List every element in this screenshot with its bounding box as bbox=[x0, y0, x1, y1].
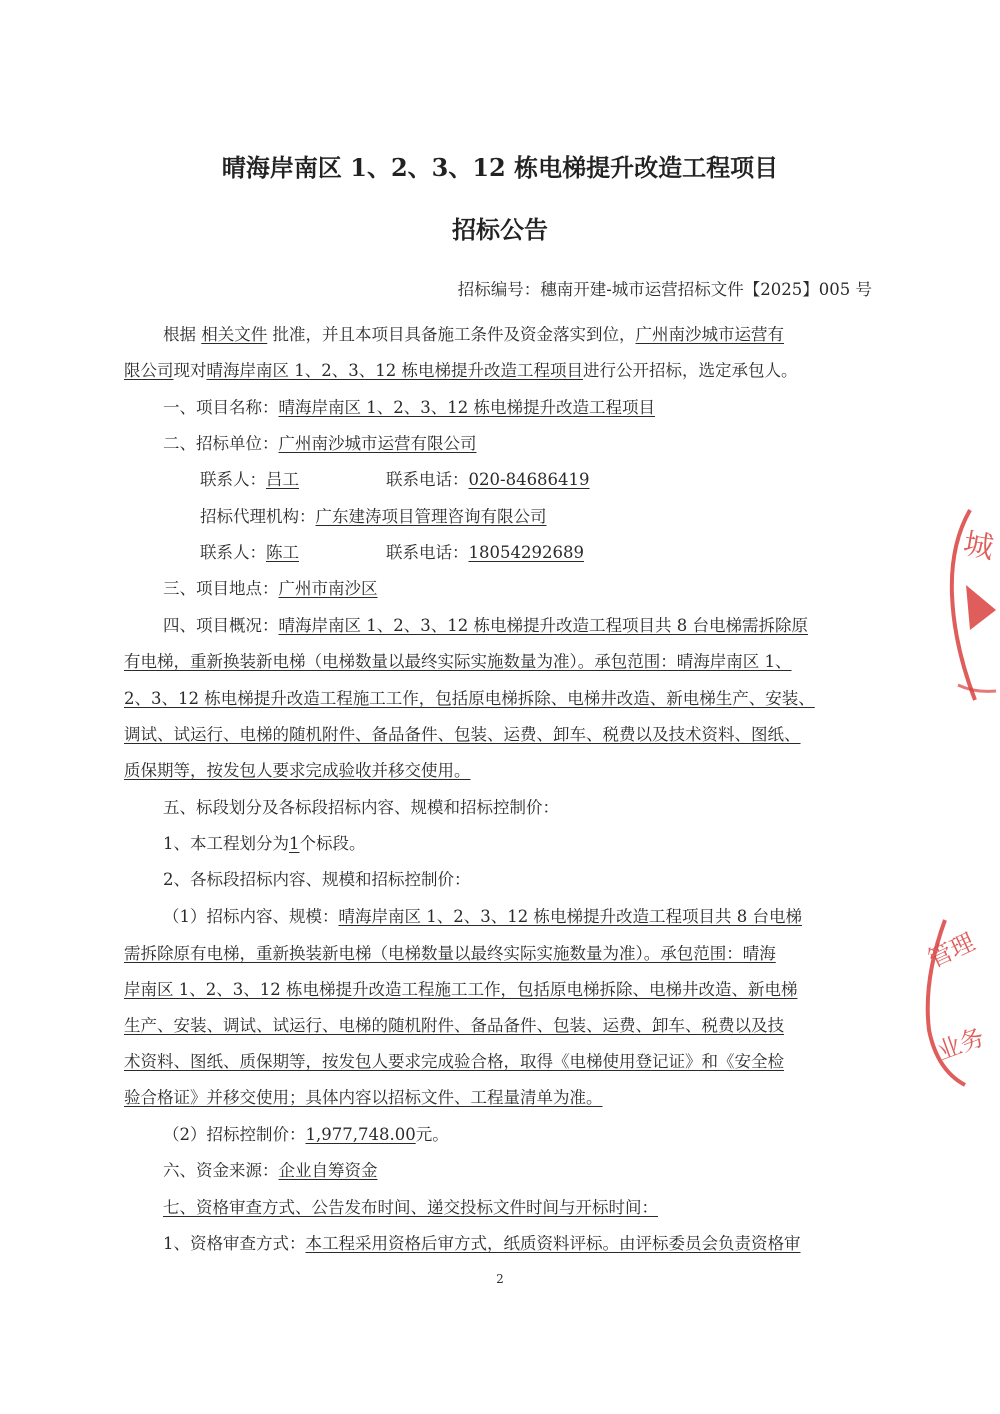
lots-text: 个标段。 bbox=[299, 834, 366, 853]
project-name: 晴海岸南区 1、2、3、12 栋电梯提升改造工程项目 bbox=[206, 361, 583, 380]
contact-label: 联系人： bbox=[200, 470, 266, 489]
scope-line-1 bbox=[163, 906, 802, 928]
scope-line-5: 术资料、图纸、质保期等，按发包人要求完成验合格，取得《电梯使用登记证》和《安全检 bbox=[124, 1052, 784, 1071]
intro-text: 根据 bbox=[163, 325, 196, 344]
lots-text: 1、本工程划分为 bbox=[163, 834, 289, 853]
intro-line-1 bbox=[163, 324, 784, 346]
company-name-cont: 限公司 bbox=[124, 361, 174, 380]
section-tenderer bbox=[163, 433, 477, 455]
scope-line-3: 岸南区 1、2、3、12 栋电梯提升改造工程施工工作，包括原电梯拆除、电梯井改造、新电梯 bbox=[124, 980, 798, 999]
phone-number: 18054292689 bbox=[468, 543, 584, 562]
section-lots-heading: 五、标段划分及各标段招标内容、规模和招标控制价： bbox=[163, 798, 559, 817]
phone-label: 联系电话： bbox=[386, 470, 469, 489]
section-value: 企业自筹资金 bbox=[278, 1161, 378, 1180]
agency-phone bbox=[386, 542, 584, 564]
agency bbox=[200, 506, 547, 528]
section-qualification-heading bbox=[163, 1197, 658, 1219]
overview-line-4: 调试、试运行、电梯的随机附件、备品备件、包装、运费、卸车、税费以及技术资料、图纸、 bbox=[124, 725, 801, 744]
scope-line-2: 需拆除原有电梯，重新换装新电梯（电梯数量以最终实际实施数量为准）。承包范围：晴海 bbox=[124, 944, 776, 963]
phone-label: 联系电话： bbox=[386, 543, 469, 562]
section-label: 四、项目概况： bbox=[163, 616, 279, 635]
section-label: 一、项目名称： bbox=[163, 398, 279, 417]
company-name: 广州南沙城市运营有 bbox=[635, 325, 784, 344]
section-funding bbox=[163, 1160, 378, 1182]
phone-number: 020-84686419 bbox=[468, 470, 590, 489]
lots-count bbox=[163, 833, 366, 855]
section-project-name bbox=[163, 397, 655, 419]
section-value: 广州南沙城市运营有限公司 bbox=[278, 434, 477, 453]
scope-line-4: 生产、安装、调试、试运行、电梯的随机附件、备品备件、包装、运费、卸车、税费以及技 bbox=[124, 1016, 784, 1035]
document-subtitle: 招标公告 bbox=[452, 215, 548, 244]
lots-number: 1 bbox=[289, 834, 300, 853]
overview-line-2: 有电梯，重新换装新电梯（电梯数量以最终实际实施数量为准）。承包范围：晴海岸南区 1、 bbox=[124, 652, 792, 671]
seal-stamp-top bbox=[930, 505, 1000, 710]
svg-text:管理: 管理 bbox=[923, 927, 980, 974]
intro-text: 批准，并且本项目具备施工条件及资金落实到位， bbox=[272, 325, 636, 344]
agency-label: 招标代理机构： bbox=[200, 507, 316, 526]
section-value: 广州市南沙区 bbox=[278, 579, 378, 598]
section-label: 二、招标单位： bbox=[163, 434, 279, 453]
overview-text: 晴海岸南区 1、2、3、12 栋电梯提升改造工程项目共 8 台电梯需拆除原 bbox=[278, 616, 808, 635]
tenderer-contact bbox=[200, 469, 299, 491]
lots-content-heading: 2、各标段招标内容、规模和招标控制价： bbox=[163, 870, 471, 889]
section-location bbox=[163, 578, 378, 600]
scope-line-6: 验合格证》并移交使用；具体内容以招标文件、工程量清单为准。 bbox=[124, 1088, 603, 1107]
seal-stamp-bottom bbox=[915, 910, 1000, 1090]
price-value: 1,977,748.00 bbox=[305, 1125, 416, 1144]
bid-number: 招标编号：穗南开建-城市运营招标文件【2025】005 号 bbox=[457, 280, 872, 299]
intro-text: 进行公开招标，选定承包人。 bbox=[582, 361, 798, 380]
document-title: 晴海岸南区 1、2、3、12 栋电梯提升改造工程项目 bbox=[221, 153, 779, 182]
price-label: （2）招标控制价： bbox=[163, 1125, 306, 1144]
scope-text: 晴海岸南区 1、2、3、12 栋电梯提升改造工程项目共 8 台电梯 bbox=[338, 907, 802, 926]
intro-text: 现对 bbox=[173, 361, 207, 380]
page-number: 2 bbox=[496, 1272, 504, 1286]
intro-line-2 bbox=[124, 360, 797, 382]
approval-document: 相关文件 bbox=[201, 325, 268, 344]
overview-line-3: 2、3、12 栋电梯提升改造工程施工工作，包括原电梯拆除、电梯井改造、新电梯生产、安装、 bbox=[124, 689, 815, 708]
svg-text:城: 城 bbox=[960, 526, 997, 567]
contact-name: 吕工 bbox=[266, 470, 299, 489]
scope-label: （1）招标内容、规模： bbox=[163, 907, 339, 926]
section-label: 六、资金来源： bbox=[163, 1161, 279, 1180]
section-heading: 七、资格审查方式、公告发布时间、递交投标文件时间与开标时间： bbox=[163, 1198, 658, 1217]
agency-name: 广东建涛项目管理咨询有限公司 bbox=[315, 507, 547, 526]
agency-contact bbox=[200, 542, 299, 564]
section-value: 晴海岸南区 1、2、3、12 栋电梯提升改造工程项目 bbox=[278, 398, 655, 417]
overview-line-5: 质保期等，按发包人要求完成验收并移交使用。 bbox=[124, 761, 471, 780]
qualification-label: 1、资格审查方式： bbox=[163, 1234, 306, 1253]
section-label: 三、项目地点： bbox=[163, 579, 279, 598]
control-price bbox=[163, 1124, 449, 1146]
qualification-text: 本工程采用资格后审方式，纸质资料评标。由评标委员会负责资格审 bbox=[305, 1234, 801, 1253]
tenderer-phone bbox=[386, 469, 590, 491]
contact-name: 陈工 bbox=[266, 543, 299, 562]
svg-text:业务: 业务 bbox=[933, 1022, 989, 1066]
price-unit: 元。 bbox=[415, 1125, 449, 1144]
overview-line-1 bbox=[163, 615, 808, 637]
qualification-method bbox=[163, 1233, 801, 1255]
contact-label: 联系人： bbox=[200, 543, 266, 562]
